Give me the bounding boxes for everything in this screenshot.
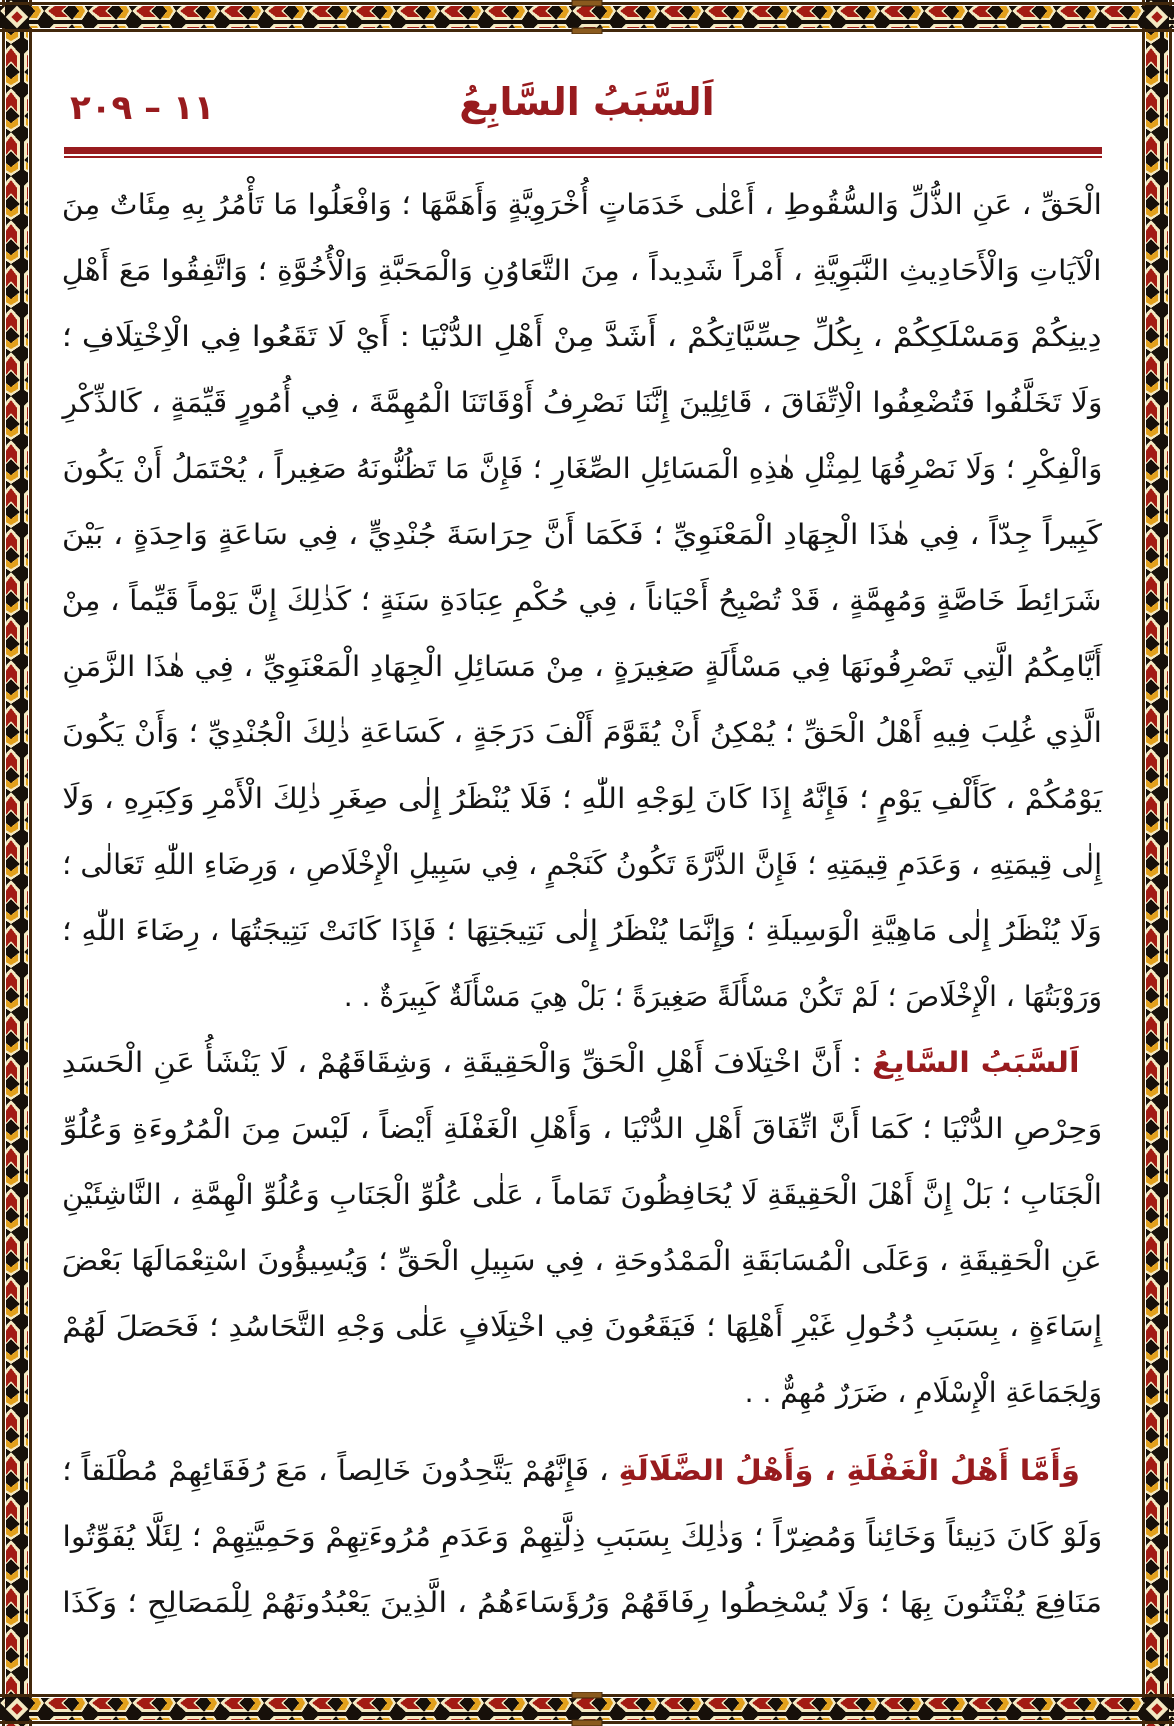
border-corner <box>5 1697 29 1721</box>
text-segment: وَحِرْصِ الدُّنْيَا ؛ كَمَا أَنَّ اتِّفَاقَ أَهْلِ الدُّنْيَا ، وَأَهْلِ الْغَفْلَةِ أَيْضاً ، لَيْسَ مِنَ الْمُرُوءَةِ وَعُلُوِّ <box>62 1112 1102 1145</box>
text-line-content <box>62 238 1102 304</box>
border-ornament-bottom <box>0 1692 1174 1726</box>
border-corner <box>5 5 29 29</box>
text-segment: مَنَافِعَ يُفْتَنُونَ بِهَا ؛ وَلَا يُسْخِطُوا رِفَاقَهُمْ وَرُؤَسَاءَهُمُ ، الَّذِينَ يَعْبُدُونَهُمْ لِلْمَصَالِحِ ؛ وَكَذَا <box>62 1586 1102 1619</box>
red-heading: وَأَمَّا أَهْلُ الْغَفْلَةِ ، وَأَهْلُ الضَّلَالَةِ <box>618 1454 1080 1487</box>
title-rule-thick <box>64 147 1102 154</box>
text-line-content <box>62 1438 1080 1504</box>
text-line-content <box>62 1096 1102 1162</box>
text-line <box>62 1570 1102 1636</box>
text-segment: وَالْفِكْرِ ؛ وَلَا نَصْرِفُهَا لِمِثْلِ هٰذِهِ الْمَسَائِلِ الصِّغَارِ ؛ فَإِنَّ مَا تَظُنُّونَهُ صَغِيراً ، يُحْتَمَلُ أَنْ يَكُونَ <box>62 452 1102 485</box>
text-line-content <box>62 1162 1102 1228</box>
page-number: ١١ – ٢٠٩ <box>70 88 215 128</box>
text-line <box>62 1096 1102 1162</box>
text-line-content <box>62 1294 1102 1360</box>
text-line <box>62 832 1102 898</box>
text-segment: شَرَائِطَ خَاصَّةٍ وَمُهِمَّةٍ ، قَدْ تُصْبِحُ أَحْيَاناً ، فِي حُكْمِ عِبَادَةِ سَنَةٍ ؛ كَذٰلِكَ إِنَّ يَوْماً قَيِّماً ، مِنْ <box>62 584 1102 617</box>
body-text <box>62 172 1102 1636</box>
text-line <box>62 172 1102 238</box>
text-segment: أَيَّامِكُمُ الَّتِي تَصْرِفُونَهَا فِي مَسْأَلَةٍ صَغِيرَةٍ ، مِنْ مَسَائِلِ الْجِهَادِ الْمَعْنَوِيِّ ، فِي هٰذَا الزَّمَنِ <box>62 650 1102 683</box>
text-line-content <box>62 568 1102 634</box>
text-line <box>62 1162 1102 1228</box>
text-line-content <box>62 832 1102 898</box>
text-line <box>62 898 1102 964</box>
text-line <box>62 238 1102 304</box>
text-segment: وَلَوْ كَانَ دَنِيئاً وَخَائِناً وَمُضِرّاً ؛ وَذٰلِكَ بِسَبَبِ ذِلَّتِهِمْ وَعَدَمِ مُرُوءَتِهِمْ وَحَمِيَّتِهِمْ ؛ لِئَلَّا يُفَوِّتُوا <box>62 1520 1102 1553</box>
text-line <box>62 1360 1102 1426</box>
text-line <box>62 1504 1102 1570</box>
text-line <box>62 1228 1102 1294</box>
text-line-content <box>344 964 1102 1030</box>
text-line-content <box>62 1570 1102 1636</box>
text-segment: وَلَا يُنْظَرُ إِلٰى مَاهِيَّةِ الْوَسِيلَةِ ؛ وَإِنَّمَا يُنْظَرُ إِلٰى نَتِيجَتِهَا ؛ فَإِذَا كَانَتْ نَتِيجَتُهَا ، رِضَاءَ اللّٰهِ ؛ <box>62 914 1102 947</box>
page-title: اَلسَّبَبُ السَّابِعُ <box>459 80 715 124</box>
text-line <box>62 304 1102 370</box>
text-line-content <box>62 634 1102 700</box>
text-line-content <box>62 1228 1102 1294</box>
text-segment: إِسَاءَةٍ ، بِسَبَبِ دُخُولِ غَيْرِ أَهْلِهَا ؛ فَيَقَعُونَ فِي اخْتِلَافٍ عَلٰى وَجْهِ التَّحَاسُدِ ؛ فَحَصَلَ لَهُمْ <box>62 1310 1102 1343</box>
text-segment: الْآيَاتِ وَالْأَحَادِيثِ النَّبَوِيَّةِ ، أَمْراً شَدِيداً ، مِنَ التَّعَاوُنِ وَالْمَحَبَّةِ وَالْأُخُوَّةِ ؛ وَاتَّفِقُوا مَعَ أَهْلِ <box>62 254 1102 287</box>
title-rule-thin <box>64 156 1102 158</box>
text-line <box>62 568 1102 634</box>
text-segment: دِينِكُمْ وَمَسْلَكِكُمْ ، بِكُلِّ حِسِّيَّاتِكُمْ ، أَشَدَّ مِنْ أَهْلِ الدُّنْيَا : أَيْ لَا تَقَعُوا فِي الْاِخْتِلَافِ ؛ <box>62 320 1102 353</box>
text-segment: إِلٰى قِيمَتِهِ ، وَعَدَمِ قِيمَتِهِ ؛ فَإِنَّ الذَّرَّةَ تَكُونُ كَنَجْمٍ ، فِي سَبِيلِ الْإِخْلَاصِ ، وَرِضَاءِ اللّٰهِ تَعَالٰى ؛ <box>62 848 1102 881</box>
border-ornament-top <box>0 0 1174 34</box>
text-line-content <box>62 1504 1102 1570</box>
text-line <box>62 1030 1102 1096</box>
title-rule <box>64 147 1102 158</box>
text-line-content <box>62 766 1102 832</box>
text-segment: يَوْمُكُمْ ، كَأَلْفِ يَوْمٍ ؛ فَإِنَّهُ إِذَا كَانَ لِوَجْهِ اللّٰهِ ؛ فَلَا يُنْظَرُ إِلٰى صِغَرِ ذٰلِكَ الْأَمْرِ وَكِبَرِهِ ، وَلَا <box>62 782 1102 815</box>
text-segment: الَّذِي غُلِبَ فِيهِ أَهْلُ الْحَقِّ ؛ يُمْكِنُ أَنْ يُقَوَّمَ أَلْفَ دَرَجَةٍ ، كَسَاعَةِ ذٰلِكَ الْجُنْدِيِّ ؛ وَأَنْ يَكُونَ <box>62 716 1102 749</box>
text-line-content <box>745 1360 1102 1426</box>
text-segment: ، فَإِنَّهُمْ يَتَّحِدُونَ خَالِصاً ، مَعَ رُفَقَائِهِمْ مُطْلَقاً ؛ <box>62 1454 619 1487</box>
text-segment: : أَنَّ اخْتِلَافَ أَهْلِ الْحَقِّ وَالْحَقِيقَةِ ، وَشِقَاقَهُمْ ، لَا يَنْشَأُ عَنِ الْحَسَدِ <box>62 1046 873 1079</box>
text-line-content <box>62 304 1102 370</box>
border-corner <box>1145 1697 1169 1721</box>
text-segment: عَنِ الْحَقِيقَةِ ، وَعَلَى الْمُسَابَقَةِ الْمَمْدُوحَةِ ، فِي سَبِيلِ الْحَقِّ ؛ وَيُسِيؤُونَ اسْتِعْمَالَهَا بَعْضَ <box>62 1244 1102 1277</box>
text-line <box>62 700 1102 766</box>
red-heading: اَلسَّبَبُ السَّابِعُ <box>872 1046 1080 1079</box>
text-line <box>62 1438 1102 1504</box>
border-corner <box>1145 5 1169 29</box>
text-line-content <box>62 898 1102 964</box>
text-line <box>62 436 1102 502</box>
text-line <box>62 964 1102 1030</box>
text-line <box>62 370 1102 436</box>
text-line <box>62 634 1102 700</box>
text-segment: وَلَا تَخَلَّفُوا فَتُضْعِفُوا الْاِتِّفَاقَ ، قَائِلِينَ إِنَّنَا نَصْرِفُ أَوْقَاتَنَا الْمُهِمَّةَ ، فِي أُمُورٍ قَيِّمَةٍ ، كَالذِّكْرِ <box>62 386 1102 419</box>
text-line-content <box>62 502 1102 568</box>
text-line <box>62 766 1102 832</box>
text-segment: وَلِجَمَاعَةِ الْإِسْلَامِ ، ضَرَرٌ مُهِمٌّ . . <box>744 1376 1102 1409</box>
text-line-content <box>62 700 1102 766</box>
border-ornament-right <box>1140 0 1174 1726</box>
text-line <box>62 1294 1102 1360</box>
text-line-content <box>62 436 1102 502</box>
paragraph <box>62 1438 1102 1636</box>
text-segment: وَرَوْبَتُهَا ، الْإِخْلَاصَ ؛ لَمْ تَكُنْ مَسْأَلَةً صَغِيرَةً ؛ بَلْ هِيَ مَسْأَلَةٌ كَبِيرَةٌ . . <box>343 980 1102 1013</box>
text-line <box>62 502 1102 568</box>
paragraph <box>62 172 1102 1030</box>
text-line-content <box>62 172 1102 238</box>
paragraph <box>62 1030 1102 1426</box>
text-segment: كَبِيراً جِدّاً ، فِي هٰذَا الْجِهَادِ الْمَعْنَوِيِّ ؛ فَكَمَا أَنَّ حِرَاسَةَ جُنْدِيٍّ ، فِي سَاعَةٍ وَاحِدَةٍ ، بَيْنَ <box>62 518 1102 551</box>
text-segment: الْحَقِّ ، عَنِ الذُّلِّ وَالسُّقُوطِ ، أَعْلٰى خَدَمَاتٍ أُخْرَوِيَّةٍ وَأَهَمَّهَا ؛ وَافْعَلُوا مَا تَأْمُرُ بِهِ مِئَاتٌ مِنَ <box>62 188 1102 221</box>
text-segment: الْجَنَابِ ؛ بَلْ إِنَّ أَهْلَ الْحَقِيقَةِ لَا يُحَافِظُونَ تَمَاماً ، عَلٰى عُلُوِّ الْجَنَابِ وَعُلُوِّ الْهِمَّةِ ، النَّاشِئَيْنِ <box>62 1178 1102 1211</box>
border-ornament-left <box>0 0 34 1726</box>
text-line-content <box>62 1030 1080 1096</box>
text-line-content <box>62 370 1102 436</box>
